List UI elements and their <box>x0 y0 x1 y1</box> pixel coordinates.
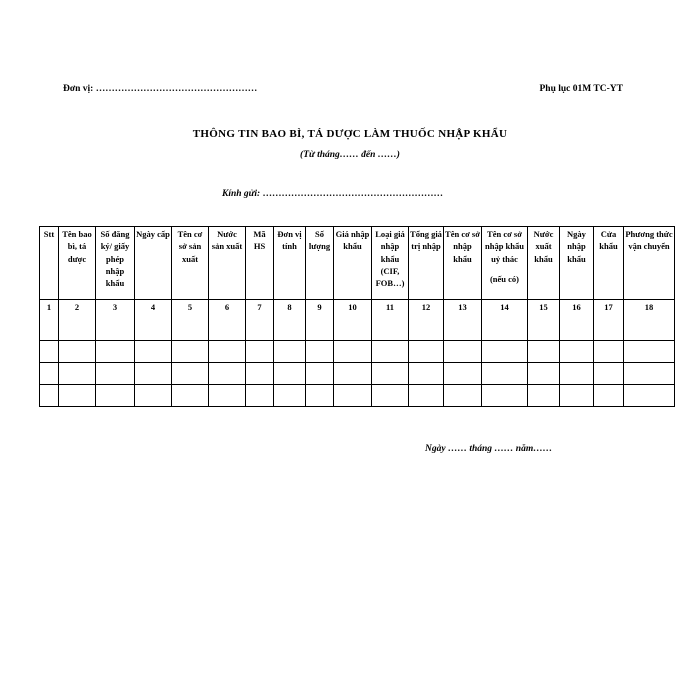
table-cell[interactable] <box>594 385 624 407</box>
column-header <box>482 227 528 300</box>
column-header <box>96 227 135 300</box>
table-cell[interactable] <box>135 341 172 363</box>
recipient-label: Kính gửi: <box>222 189 261 199</box>
column-header-label: Ngày cấp <box>136 229 170 239</box>
column-header <box>172 227 209 300</box>
table-cell[interactable] <box>528 385 560 407</box>
column-header <box>624 227 675 300</box>
table-cell[interactable] <box>306 363 334 385</box>
document-title: THÔNG TIN BAO BÌ, TÁ DƯỢC LÀM THUỐC NHẬP KHẨU <box>192 128 508 140</box>
table-cell[interactable] <box>334 341 372 363</box>
table-cell[interactable] <box>246 385 274 407</box>
column-header <box>372 227 409 300</box>
column-header-note: (nếu có) <box>489 273 520 284</box>
table-cell[interactable] <box>135 385 172 407</box>
table-cell[interactable] <box>482 341 528 363</box>
column-number: 2 <box>59 300 96 341</box>
table-cell[interactable] <box>96 385 135 407</box>
column-header <box>528 227 560 300</box>
table-cell[interactable] <box>409 363 444 385</box>
table-cell[interactable] <box>372 385 409 407</box>
column-header-label: Giá nhập khẩu <box>335 229 370 252</box>
table-cell[interactable] <box>372 341 409 363</box>
column-number: 3 <box>96 300 135 341</box>
column-header <box>560 227 594 300</box>
table-cell[interactable] <box>209 341 246 363</box>
table-cell[interactable] <box>274 363 306 385</box>
column-header-label: Tổng giá trị nhập <box>410 229 442 252</box>
table-cell[interactable] <box>444 385 482 407</box>
column-header <box>246 227 274 300</box>
column-header-label: Tên bao bì, tá dược <box>62 229 92 264</box>
column-number: 14 <box>482 300 528 341</box>
table-cell[interactable] <box>560 363 594 385</box>
table-cell[interactable] <box>172 341 209 363</box>
table-cell[interactable] <box>306 385 334 407</box>
unit-field: Đơn vị: …………………………………………… <box>63 84 258 94</box>
table-cell[interactable] <box>96 363 135 385</box>
column-header <box>135 227 172 300</box>
table-cell[interactable] <box>594 363 624 385</box>
table-row[interactable] <box>40 385 675 407</box>
column-header <box>444 227 482 300</box>
date-line: Ngày …… tháng …… năm…… <box>425 444 553 454</box>
table-cell[interactable] <box>624 363 675 385</box>
column-number: 5 <box>172 300 209 341</box>
table-row[interactable] <box>40 341 675 363</box>
table-cell[interactable] <box>246 363 274 385</box>
column-number: 10 <box>334 300 372 341</box>
column-header-label: Loại giá nhập khẩu (CIF, FOB…) <box>375 229 405 289</box>
document-subtitle: (Từ tháng…… đến ……) <box>300 150 400 160</box>
column-header-label: Cửa khẩu <box>599 229 618 252</box>
table-cell[interactable] <box>40 385 59 407</box>
table-cell[interactable] <box>482 385 528 407</box>
table-cell[interactable] <box>444 341 482 363</box>
column-header <box>334 227 372 300</box>
column-header-label: Số đăng ký/ giấy phép nhập khẩu <box>100 229 130 289</box>
recipient-line <box>222 189 443 199</box>
column-number: 1 <box>40 300 59 341</box>
table-cell[interactable] <box>482 363 528 385</box>
column-header-label: Tên cơ sở sản xuất <box>177 229 203 264</box>
column-header-label: Số lượng <box>308 229 331 252</box>
table-cell[interactable] <box>334 363 372 385</box>
table-cell[interactable] <box>624 341 675 363</box>
table-cell[interactable] <box>274 341 306 363</box>
column-header <box>40 227 59 300</box>
appendix-label: Phụ lục 01M TC-YT <box>539 84 623 94</box>
column-header-label: Nước sản xuất <box>211 229 243 252</box>
table-row[interactable] <box>40 363 675 385</box>
column-header <box>409 227 444 300</box>
column-header <box>209 227 246 300</box>
column-number: 18 <box>624 300 675 341</box>
column-number: 15 <box>528 300 560 341</box>
table-cell[interactable] <box>59 341 96 363</box>
column-header <box>274 227 306 300</box>
table-cell[interactable] <box>528 363 560 385</box>
column-header-label: Tên cơ sở nhập khẩu uỷ thác <box>485 229 524 264</box>
column-number: 16 <box>560 300 594 341</box>
table-cell[interactable] <box>560 341 594 363</box>
table-cell[interactable] <box>334 385 372 407</box>
import-info-table <box>39 226 675 407</box>
table-cell[interactable] <box>306 341 334 363</box>
table-cell[interactable] <box>372 363 409 385</box>
column-number: 11 <box>372 300 409 341</box>
column-number: 8 <box>274 300 306 341</box>
column-number: 7 <box>246 300 274 341</box>
table-cell[interactable] <box>135 363 172 385</box>
column-number: 4 <box>135 300 172 341</box>
table-cell[interactable] <box>560 385 594 407</box>
table-cell[interactable] <box>444 363 482 385</box>
table-cell[interactable] <box>172 363 209 385</box>
table-cell[interactable] <box>40 341 59 363</box>
column-number: 17 <box>594 300 624 341</box>
table-cell[interactable] <box>624 385 675 407</box>
column-number: 13 <box>444 300 482 341</box>
table-cell[interactable] <box>246 341 274 363</box>
column-header <box>594 227 624 300</box>
column-header-label: Tên cơ sở nhập khẩu <box>445 229 480 264</box>
table-header-row <box>40 227 675 300</box>
column-header-label: Nước xuất khẩu <box>533 229 554 264</box>
table-cell[interactable] <box>172 385 209 407</box>
column-header <box>59 227 96 300</box>
column-number: 12 <box>409 300 444 341</box>
column-header-label: Ngày nhập khẩu <box>567 229 586 264</box>
column-header-label: Mã HS <box>253 229 266 252</box>
column-header-label: Phương thức vận chuyển <box>625 229 673 252</box>
column-number: 6 <box>209 300 246 341</box>
column-header <box>306 227 334 300</box>
table-cell[interactable] <box>40 363 59 385</box>
table-cell[interactable] <box>409 341 444 363</box>
table-cell[interactable] <box>209 385 246 407</box>
table-cell[interactable] <box>409 385 444 407</box>
table-cell[interactable] <box>59 385 96 407</box>
table-cell[interactable] <box>209 363 246 385</box>
table-cell[interactable] <box>528 341 560 363</box>
table-cell[interactable] <box>96 341 135 363</box>
column-number: 9 <box>306 300 334 341</box>
table-cell[interactable] <box>594 341 624 363</box>
table-number-row <box>40 300 675 341</box>
table-cell[interactable] <box>59 363 96 385</box>
recipient-blank: ………………………………………………… <box>262 189 444 199</box>
column-header-label: Đơn vị tính <box>277 229 302 252</box>
column-header-label: Stt <box>43 229 55 239</box>
table-cell[interactable] <box>274 385 306 407</box>
